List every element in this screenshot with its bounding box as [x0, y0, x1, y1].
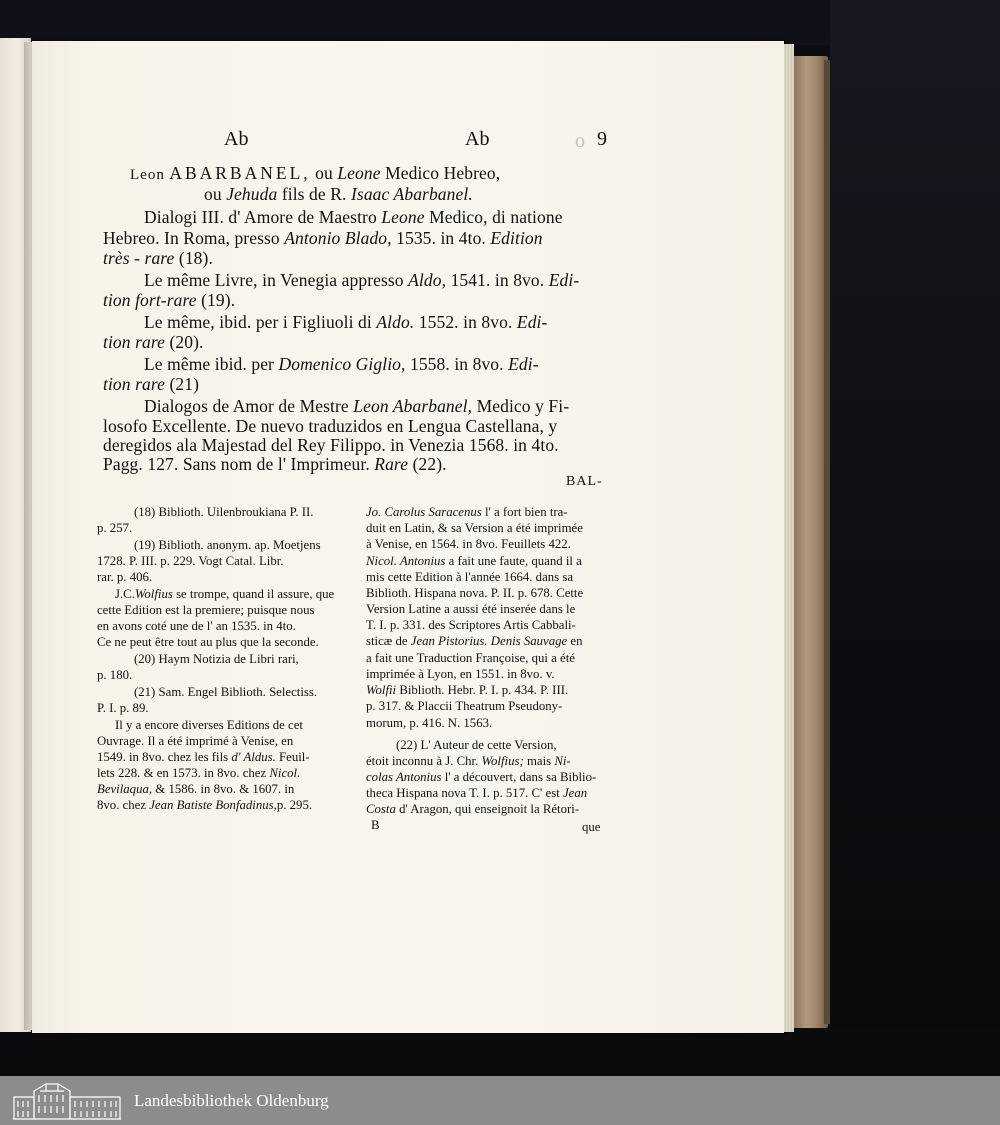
catchword-notes: que — [582, 820, 601, 834]
note22-l3-b: l' a découvert, dans sa Biblio- — [444, 770, 597, 784]
note-22-line3 — [366, 770, 596, 785]
rnote-l9-c: Denis Sauvage — [490, 634, 568, 648]
p1-l2-d: Edition — [490, 228, 543, 248]
p4-line1 — [144, 354, 539, 375]
p2-l2-a: tion fort-rare — [103, 290, 197, 310]
heading2-jehuda: Jehuda — [226, 184, 278, 204]
editions-l6-a: 8vo. chez — [97, 798, 147, 812]
heading2-ou: ou — [204, 184, 222, 204]
book-cover-edge — [792, 56, 828, 1028]
editions-line3 — [97, 750, 310, 765]
rnote-line5: mis cette Edition à l'année 1664. dans sa — [366, 570, 573, 584]
editions-line2: Ouvrage. Il a été imprimé à Venise, en — [97, 734, 294, 748]
p5-line3: deregidos ala Majestad del Rey Filippo. in Venezia 1568. in 4to. — [103, 435, 559, 455]
rnote-line3: à Venise, en 1564. in 8vo. Feuillets 422. — [366, 537, 571, 551]
wolfius-line1 — [115, 587, 334, 602]
rnote-line13: p. 317. & Placcii Theatrum Pseudony- — [366, 699, 563, 713]
p4-l2-b: (21) — [169, 374, 200, 394]
page-stack-edge — [784, 44, 794, 1032]
p1-line2 — [103, 228, 543, 249]
rnote-l1-a: Jo. Carolus Saracenus — [366, 505, 482, 519]
editions-l3-c: Feuil- — [279, 750, 310, 764]
note22-l4-a: theca Hispana nova T. I. p. 517. C' est — [366, 786, 560, 800]
p1-l2-c: 1535. in 4to. — [396, 228, 486, 248]
p2-line2 — [103, 290, 235, 311]
entry-heading-line2 — [204, 184, 473, 205]
p3-l1-d: Edi- — [516, 312, 548, 332]
p3-l1-a: Le même, ibid. per i Figliuoli di — [144, 312, 372, 332]
note-20-line1: (20) Haym Notizia de Libri rari, — [134, 652, 299, 666]
p3-l2-a: tion rare — [103, 332, 165, 352]
heading2-isaac: Isaac Abarbanel. — [350, 184, 473, 204]
p1-text-a: Dialogi III. d' Amore de Maestro — [144, 207, 377, 227]
editions-line5 — [97, 782, 294, 797]
note-18-line1: (18) Biblioth. Uilenbroukiana P. II. — [134, 505, 314, 519]
wolfius-line3: en avons coté une de l' an 1535. in 4to. — [97, 619, 296, 633]
note-21-line2: P. I. p. 89. — [97, 701, 149, 715]
wolfius-line2: cette Edition est la premiere; puisque nous — [97, 603, 315, 617]
p5-line2: losofo Excellente. De nuevo traduzidos en Lengua Castellana, y — [103, 416, 558, 436]
rnote-line12 — [366, 683, 568, 698]
p4-l1-c: 1558. in 8vo. — [409, 354, 504, 374]
rnote-line10: a fait une Traduction Françoise, qui a été — [366, 651, 575, 665]
p1-text-b: Leone — [381, 207, 425, 227]
note22-l5-a: Costa — [366, 802, 396, 816]
note22-l5-b: d' Aragon, qui enseignoit la Rétori- — [399, 802, 580, 816]
p2-l2-b: (19). — [201, 290, 236, 310]
p1-text-c: Medico, di natione — [429, 207, 563, 227]
heading-medico-hebreo: Medico Hebreo, — [385, 163, 501, 183]
p5-line1 — [144, 396, 569, 417]
p3-line1 — [144, 312, 547, 333]
note22-l2-d: Ni- — [554, 754, 571, 768]
editions-line1: Il y a encore diverses Editions de cet — [115, 718, 303, 732]
note22-l3-a: colas Antonius — [366, 770, 442, 784]
rnote-line9 — [366, 634, 583, 649]
catchword-main: BAL- — [566, 474, 603, 489]
p2-line1 — [144, 270, 579, 291]
p5-l1-c: Medico y Fi- — [476, 396, 570, 416]
wolfius-c: se trompe, quand il assure, que — [176, 587, 335, 601]
p4-l2-a: tion rare — [103, 374, 165, 394]
note-22-line1: (22) L' Auteur de cette Version, — [396, 738, 557, 752]
p5-l4-c: (22). — [412, 454, 447, 474]
p3-l2-b: (20). — [169, 332, 204, 352]
scan-background-bottom — [0, 1030, 1000, 1076]
note-22-line4 — [366, 786, 587, 801]
note-19-line3: rar. p. 406. — [97, 570, 153, 584]
entry-heading-line1 — [130, 163, 500, 184]
note22-l2-c: mais — [526, 754, 552, 768]
p4-l1-a: Le même ibid. per — [144, 354, 274, 374]
rnote-line11: imprimée à Lyon, en 1551. in 8vo. v. — [366, 667, 555, 681]
p2-l1-b: Aldo, — [408, 270, 447, 290]
p2-l1-a: Le même Livre, in Venegia appresso — [144, 270, 404, 290]
page-number: 9 — [597, 128, 607, 150]
heading-ou: ou — [315, 163, 333, 183]
editions-l4-b: Nicol. — [269, 766, 301, 780]
editions-line4 — [97, 766, 300, 781]
p5-l4-b: Rare — [374, 454, 409, 474]
note-19-line1: (19) Biblioth. anonym. ap. Moetjens — [134, 538, 321, 552]
p1-line3 — [103, 248, 213, 269]
note-22-line2 — [366, 754, 571, 769]
rnote-l12-b: Biblioth. Hebr. P. I. p. 434. P. III. — [399, 683, 569, 697]
bleed-through-digit: o — [575, 130, 585, 152]
p4-l1-d: Edi- — [508, 354, 539, 374]
signature-mark: B — [371, 818, 380, 832]
p2-l1-c: 1541. in 8vo. — [450, 270, 545, 290]
p4-l1-b: Domenico Giglio, — [278, 354, 406, 374]
footer-bar — [0, 1076, 1000, 1125]
rnote-line4 — [366, 554, 582, 569]
note-20-line2: p. 180. — [97, 668, 133, 682]
p1-l3-b: (18). — [178, 248, 213, 268]
editions-l3-a: 1549. in 8vo. chez les fils — [97, 750, 229, 764]
rnote-l4-a: Nicol. Antonius — [366, 554, 446, 568]
running-head-center: Ab — [465, 128, 490, 150]
rnote-line1 — [366, 505, 568, 520]
p5-l1-b: Leon Abarbanel, — [353, 396, 473, 416]
p2-l1-d: Edi- — [548, 270, 580, 290]
p1-l2-a: Hebreo. In Roma, presso — [103, 228, 280, 248]
p4-line2 — [103, 374, 199, 395]
p5-l4-a: Pagg. 127. Sans nom de l' Imprimeur. — [103, 454, 370, 474]
p1-l3-a: très - rare — [103, 248, 175, 268]
heading-abarbanel: ABARBANEL, — [169, 163, 311, 183]
note-22-line5 — [366, 802, 579, 817]
heading2-fils: fils de R. — [281, 184, 347, 204]
rnote-l12-a: Wolfii — [366, 683, 397, 697]
rnote-l9-a: sticæ de — [366, 634, 408, 648]
p3-l1-b: Aldo. — [376, 312, 415, 332]
rnote-line7: Version Latine a aussi été inserée dans le — [366, 602, 576, 616]
wolfius-line4: Ce ne peut être tout au plus que la seconde. — [97, 635, 319, 649]
editions-l6-b: Jean Batiste Bonfadinus, — [149, 798, 277, 812]
heading-leone: Leone — [337, 163, 381, 183]
p5-line4 — [103, 454, 447, 475]
p3-line2 — [103, 332, 204, 353]
p5-l1-a: Dialogos de Amor de Mestre — [144, 396, 349, 416]
p1-l2-b: Antonio Blado, — [284, 228, 392, 248]
running-head-left: Ab — [224, 128, 249, 150]
wolfius-b: Wolfius — [134, 587, 173, 601]
note22-l4-b: Jean — [562, 786, 588, 800]
p3-l1-c: 1552. in 8vo. — [418, 312, 513, 332]
rnote-line2: duit en Latin, & sa Version a été imprimée — [366, 521, 583, 535]
editions-l5-a: Bevilaqua, — [97, 782, 153, 796]
rnote-line14: morum, p. 416. N. 1563. — [366, 716, 493, 730]
note22-l2-a: étoit inconnu à J. Chr. — [366, 754, 479, 768]
heading-leon: Leon — [130, 167, 165, 183]
editions-l6-c: p. 295. — [276, 798, 313, 812]
book-cover-shadow — [824, 60, 830, 1024]
rnote-l4-b: a fait une faute, quand il a — [448, 554, 582, 568]
rnote-l9-d: en — [570, 634, 583, 648]
editions-l4-a: lets 228. & en 1573. in 8vo. chez — [97, 766, 267, 780]
library-building-logo-icon — [12, 1081, 122, 1121]
rnote-line6: Biblioth. Hispana nova. P. II. p. 678. Cette — [366, 586, 584, 600]
p1-line1 — [144, 207, 563, 228]
wolfius-a: J.C. — [115, 587, 135, 601]
library-name: Landesbibliothek Oldenburg — [134, 1091, 329, 1110]
editions-l3-b: d' Aldus. — [231, 750, 276, 764]
note22-l2-b: Wolfius; — [481, 754, 524, 768]
note-19-line2: 1728. P. III. p. 229. Vogt Catal. Libr. — [97, 554, 284, 568]
rnote-l1-b: l' a fort bien tra- — [484, 505, 568, 519]
note-18-line2: p. 257. — [97, 521, 133, 535]
scan-background-right — [830, 0, 1000, 1076]
rnote-line8: T. I. p. 331. des Scriptores Artis Cabbali- — [366, 618, 576, 632]
rnote-l9-b: Jean Pistorius. — [410, 634, 488, 648]
editions-line6 — [97, 798, 312, 813]
note-21-line1: (21) Sam. Engel Biblioth. Selectiss. — [134, 685, 318, 699]
editions-l5-b: & 1586. in 8vo. & 1607. in — [155, 782, 295, 796]
